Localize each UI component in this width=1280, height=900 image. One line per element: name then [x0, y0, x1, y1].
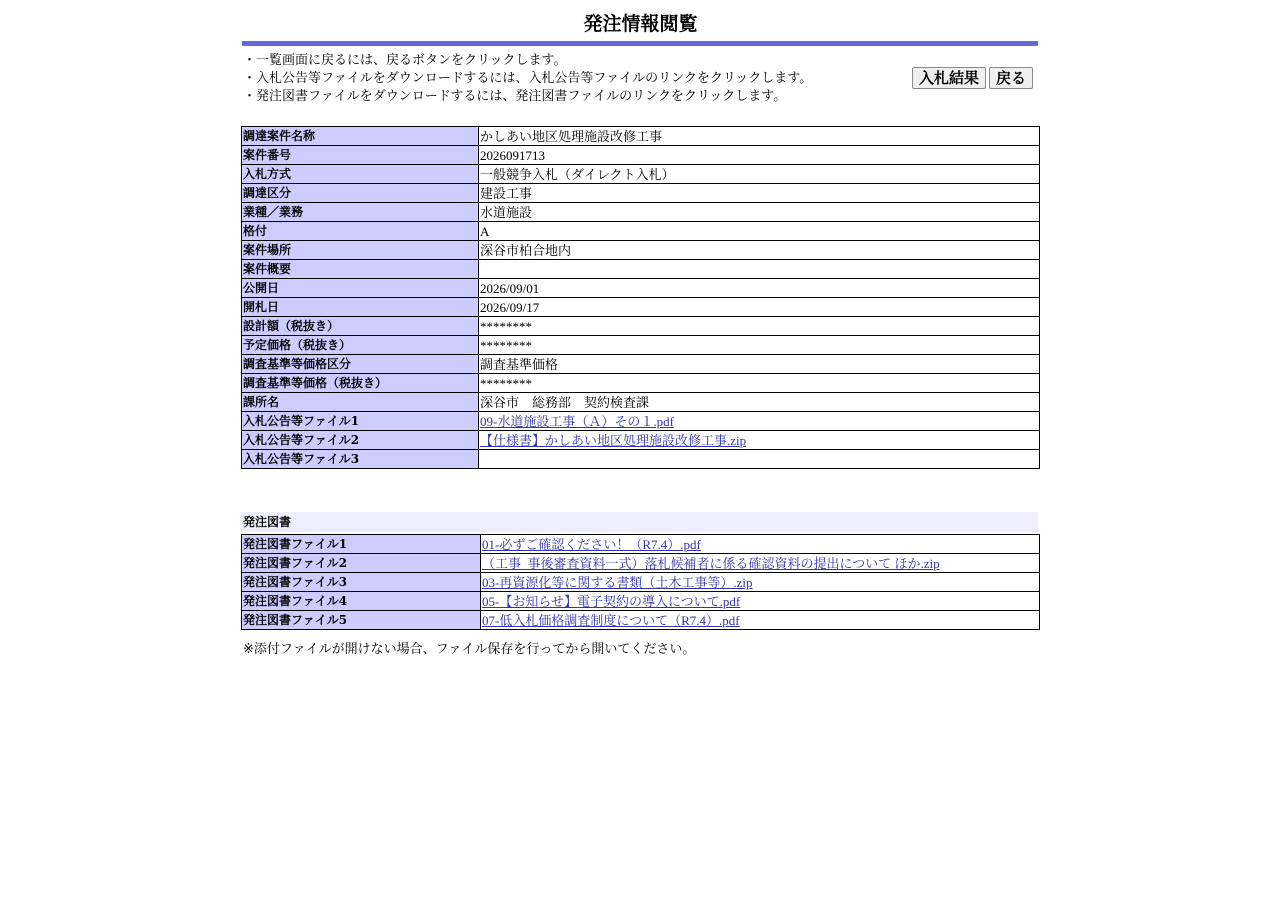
- row-value: 2026/09/17: [479, 298, 1040, 317]
- table-row: [242, 431, 1040, 450]
- row-label: 案件番号: [242, 146, 479, 165]
- row-label: 予定価格（税抜き）: [242, 336, 479, 355]
- table-row: [242, 573, 1040, 592]
- row-value: 深谷市 総務部 契約検査課: [479, 393, 1040, 412]
- drawings-section-title: 発注図書: [241, 512, 1038, 532]
- row-value: 2026091713: [479, 146, 1040, 165]
- notice-file-link-2[interactable]: 【仕様書】かしあい地区処理施設改修工事.zip: [480, 432, 747, 448]
- table-row: [242, 298, 1040, 317]
- drawing-file-link-3[interactable]: 03-再資源化等に関する書類（土木工事等）.zip: [482, 574, 753, 590]
- table-row: [242, 184, 1040, 203]
- drawing-file-link-5[interactable]: 07-低入札価格調査制度について（R7.4）.pdf: [482, 612, 740, 628]
- table-row: [242, 279, 1040, 298]
- instruction-line: ・入札公告等ファイルをダウンロードするには、入札公告等ファイルのリンクをクリックします。: [243, 71, 813, 86]
- page-container: [241, 0, 1040, 657]
- row-label: 入札公告等ファイル2: [242, 431, 479, 450]
- row-label: 発注図書ファイル2: [242, 554, 481, 573]
- row-value: [481, 592, 1040, 611]
- row-label: 調達案件名称: [242, 127, 479, 146]
- table-row: [242, 260, 1040, 279]
- table-row: [242, 412, 1040, 431]
- table-row: [242, 592, 1040, 611]
- table-row: [242, 203, 1040, 222]
- drawing-file-link-1[interactable]: 01-必ずご確認ください！（R7.4）.pdf: [482, 536, 701, 552]
- row-label: 設計額（税抜き）: [242, 317, 479, 336]
- table-row: [242, 611, 1040, 630]
- table-row: [242, 393, 1040, 412]
- row-label: 開札日: [242, 298, 479, 317]
- table-row: [242, 554, 1040, 573]
- table-row: [242, 241, 1040, 260]
- row-label: 公開日: [242, 279, 479, 298]
- row-value: [481, 554, 1040, 573]
- table-row: [242, 222, 1040, 241]
- row-label: 課所名: [242, 393, 479, 412]
- action-buttons: [912, 67, 1033, 89]
- drawing-file-link-4[interactable]: 05-【お知らせ】電子契約の導入について.pdf: [482, 593, 741, 609]
- table-row: [242, 355, 1040, 374]
- row-label: 調査基準等価格区分: [242, 355, 479, 374]
- title-divider: [242, 41, 1038, 46]
- notice-file-link-1[interactable]: 09-水道施設工事（Ａ）その１.pdf: [480, 413, 674, 429]
- table-row: [242, 336, 1040, 355]
- table-row: [242, 535, 1040, 554]
- case-info-table: [241, 126, 1040, 469]
- row-label: 業種／業務: [242, 203, 479, 222]
- row-label: 発注図書ファイル4: [242, 592, 481, 611]
- row-label: 入札公告等ファイル1: [242, 412, 479, 431]
- row-value: 深谷市柏合地内: [479, 241, 1040, 260]
- row-value: [479, 260, 1040, 279]
- page-title: 発注情報閲覧: [583, 13, 698, 35]
- row-value: ********: [479, 374, 1040, 393]
- row-value: [481, 573, 1040, 592]
- row-value: 2026/09/01: [479, 279, 1040, 298]
- row-label: 調達区分: [242, 184, 479, 203]
- row-value: [481, 535, 1040, 554]
- row-value: 建設工事: [479, 184, 1040, 203]
- row-value: A: [479, 222, 1040, 241]
- instruction-line: ・発注図書ファイルをダウンロードするには、発注図書ファイルのリンクをクリックします。: [243, 89, 787, 104]
- drawing-file-link-2[interactable]: （工事_事後審査資料一式）落札候補者に係る確認資料の提出について ほか.zip: [482, 555, 940, 571]
- row-label: 発注図書ファイル1: [242, 535, 481, 554]
- row-value: [481, 611, 1040, 630]
- bid-result-button[interactable]: 入札結果: [912, 67, 986, 89]
- row-label: 入札方式: [242, 165, 479, 184]
- row-value: ********: [479, 336, 1040, 355]
- row-label: 発注図書ファイル3: [242, 573, 481, 592]
- row-value: [479, 450, 1040, 469]
- row-value: 調査基準価格: [479, 355, 1040, 374]
- instruction-line: ・一覧画面に戻るには、戻るボタンをクリックします。: [243, 53, 567, 68]
- table-row: [242, 450, 1040, 469]
- row-value: 一般競争入札（ダイレクト入札）: [479, 165, 1040, 184]
- table-row: [242, 317, 1040, 336]
- table-row: [242, 165, 1040, 184]
- row-value: [479, 412, 1040, 431]
- back-button[interactable]: 戻る: [989, 67, 1033, 89]
- row-label: 入札公告等ファイル3: [242, 450, 479, 469]
- row-label: 案件概要: [242, 260, 479, 279]
- row-value: かしあい地区処理施設改修工事: [479, 127, 1040, 146]
- row-label: 調査基準等価格（税抜き）: [242, 374, 479, 393]
- table-row: [242, 127, 1040, 146]
- table-row: [242, 146, 1040, 165]
- instructions: [243, 52, 903, 106]
- row-label: 格付: [242, 222, 479, 241]
- footer-note: ※添付ファイルが開けない場合、ファイル保存を行ってから開いてください。: [243, 642, 696, 657]
- drawings-table: [241, 534, 1040, 630]
- row-label: 発注図書ファイル5: [242, 611, 481, 630]
- row-value: ********: [479, 317, 1040, 336]
- row-value: 水道施設: [479, 203, 1040, 222]
- table-row: [242, 374, 1040, 393]
- row-value: [479, 431, 1040, 450]
- row-label: 案件場所: [242, 241, 479, 260]
